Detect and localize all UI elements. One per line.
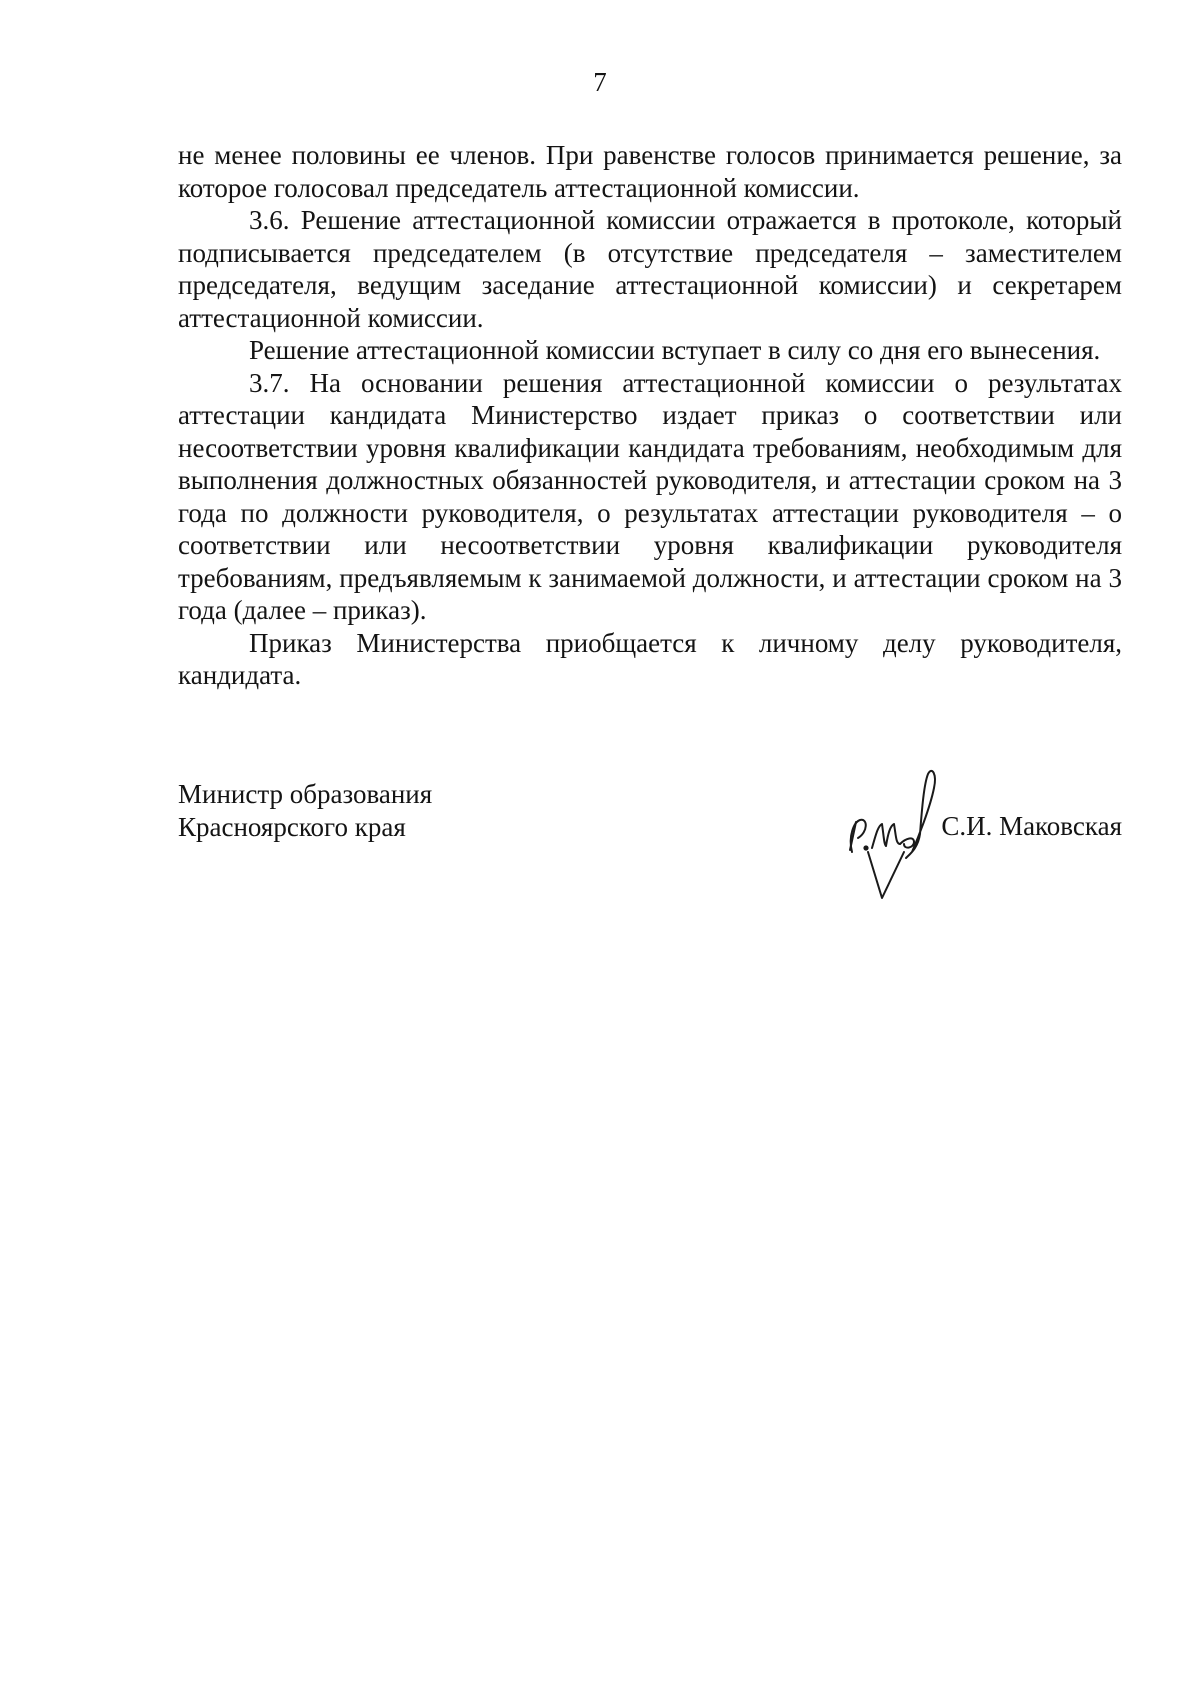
paragraph-continuation: не менее половины ее членов. При равенстве голосов принимается решение, за которое голосовал председатель аттестационной комиссии. [178, 140, 1122, 203]
signer-title-line-2: Красноярского края [178, 811, 406, 842]
page-number: 7 [593, 67, 607, 97]
paragraph-decision-effective: Решение аттестационной комиссии вступает в силу со дня его вынесения. [249, 335, 1101, 365]
paragraph-order-filing: Приказ Министерства приобщается к личному делу руководителя, кандидата. [178, 627, 1122, 690]
signer-name: С.И. Маковская [941, 811, 1122, 841]
signer-title-line-1: Министр образования [178, 779, 433, 809]
signer-title [178, 778, 432, 843]
document-body [178, 139, 1122, 692]
handwritten-signature [838, 748, 958, 908]
paragraph-3-6: 3.6. Решение аттестационной комиссии отражается в протоколе, который подписывается председателем (в отсутствие председателя – заместителем председателя, ведущим заседание аттестационной комиссии) и секретарем аттестационной комиссии. [178, 205, 1122, 333]
signature-block [178, 778, 1122, 908]
paragraph-3-7: 3.7. На основании решения аттестационной комиссии о результатах аттестации кандидата Министерство издает приказ о соответствии или несоответствии уровня квалификации кандидата требованиям, необходимым для выполнения должностных обязанностей руководителя, и аттестации сроком на 3 года по должности руководителя, о результатах аттестации руководителя – о соответствии или несоответствии уровня квалификации руководителя требованиям, предъявляемым к занимаемой должности, и аттестации сроком на 3 года (далее – приказ). [178, 367, 1122, 625]
